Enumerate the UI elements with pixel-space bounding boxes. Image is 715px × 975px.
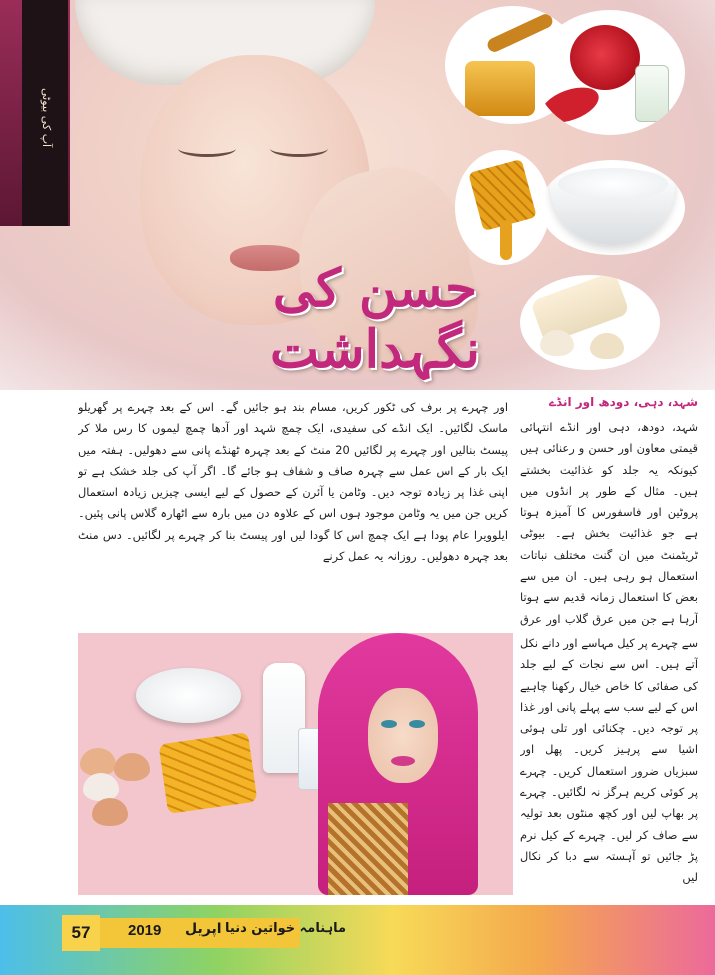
eye-left <box>178 140 236 157</box>
hijab-model-face <box>368 688 438 783</box>
embroidered-fabric <box>328 803 408 895</box>
right-column-text-cont: سے چہرے پر کیل مہاسے اور دانے نکل آتے ہیں۔ اس سے نجات کے لیے جلد کی صفائی کا خاص خیال رکھنا چاہیے اس کے لیے سب سے پہلے پانی اور غذا پر توجہ دیں۔ چکنائی اور تلی ہوئی اشیا سے پرہیز کریں۔ پھل اور سبزیاں ضرور استعمال کریں۔ چہرے پر کوئی کریم ہرگز نہ لگائیں۔ چہرے پر بھاپ لیں اور کچھ منٹوں بعد تولیہ سے صاف کر لیں۔ چہرے کے کیل نرم پڑ جائیں تو آہستہ سے دبا کر نکال لیں <box>520 636 698 885</box>
issue-month: اپریل <box>185 921 222 937</box>
left-column-text: اور چہرے پر برف کی ٹکور کریں، مسام بند ہو جائیں گے۔ اس کے بعد چہرے پر گھریلو ماسک لگائیں۔ ایک انڈے کی سفیدی، ایک چمچ شہد اور آدھا چمچ لیموں کا رس ملا کر پیسٹ بنالیں اور چہرے پر لگائیں 20 منٹ کے بعد چہرہ ٹھنڈے پانی سے دھولیں۔ ہفتہ میں ایک بار کے اس عمل سے چہرہ صاف و شفاف ہو جائے گا۔ اگر آپ کی جلد خشک ہے تو اپنی غذا پر زیادہ توجہ دیں۔ وٹامن یا آئرن کے حصول کے لیے ایسی چیزیں زیادہ استعمال کریں جن میں یہ وٹامن موجود ہوں اس کے علاوہ دن میں بارہ سے اٹھارہ گلاس پانی پئیں۔ ایلوویرا عام پودا ہے ایک چمچ اس کا گودا لیں اور پیسٹ بنا کر چہرے پر لگائیں۔ دس منٹ بعد چہرہ دھولیں۔ روزانہ یہ عمل کرنے <box>78 400 508 564</box>
lips <box>391 756 415 766</box>
ingredients-photo <box>78 633 513 895</box>
yogurt-bowl-photo <box>540 160 685 255</box>
magazine-name: ماہنامہ خواتین دنیا <box>225 921 347 936</box>
issue-year: 2019 <box>128 922 162 939</box>
rose <box>570 25 640 90</box>
eye-right <box>270 140 328 157</box>
egg <box>590 333 624 359</box>
section-label: آپ کی بیوٹی <box>40 88 53 148</box>
right-column-text: شہد، دودھ، دہی اور انڈے انتہائی قیمتی معاون اور حسن و رعنائی ہیں کیونکہ یہ جلد کو غذائیت بخشتے ہیں۔ مثال کے طور پر انڈوں میں پروٹین اور فاسفورس کا آمیزہ ہوتا ہے جو غذائیت بخش ہے۔ بیوٹی ٹریٹمنٹ میں ان گنت مختلف نباتات استعمال ہو رہی ہیں۔ ان میں سے بعض کا استعمال زمانہ قدیم سے ہوتا آرہا ہے جن میں عرق گلاب اور عرق <box>520 420 698 626</box>
cream-bowl <box>136 668 241 723</box>
egg <box>114 753 150 781</box>
honey-drip <box>500 220 512 260</box>
article-title: حسن کی نگہداشت <box>269 258 481 380</box>
egg <box>83 773 119 801</box>
article-subheading: شہد، دہی، دودھ اور انڈے <box>548 395 698 409</box>
egg <box>92 798 128 826</box>
section-sidebar <box>0 0 70 226</box>
rose-water-bottle <box>635 65 669 122</box>
eye-right <box>409 720 425 728</box>
eye-left <box>381 720 397 728</box>
honeycomb-piece <box>159 732 258 814</box>
honeycomb-photo <box>455 150 550 265</box>
rose-photo <box>535 10 685 135</box>
page-number: 57 <box>62 915 100 951</box>
honey-jar <box>465 61 535 116</box>
yogurt <box>558 168 668 200</box>
egg <box>80 748 116 776</box>
